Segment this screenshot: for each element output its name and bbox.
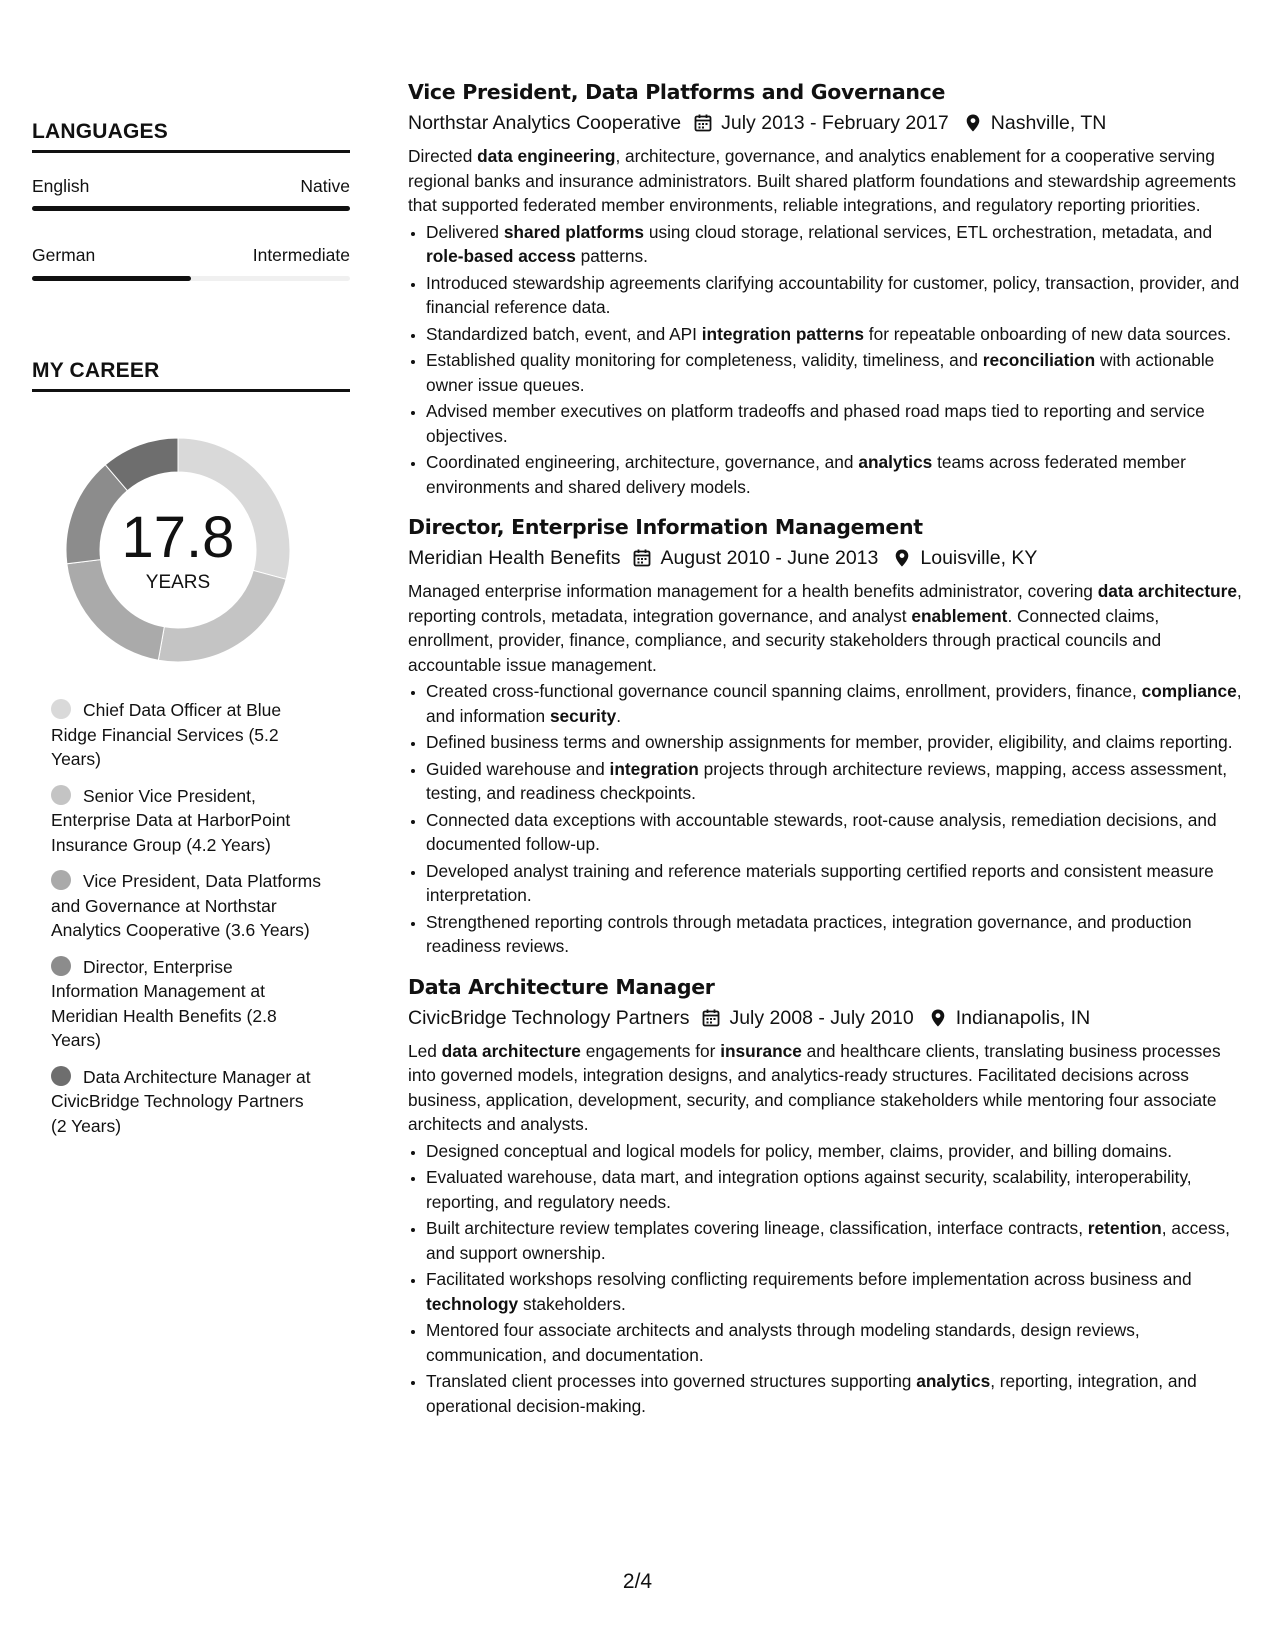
text-run: , reporting controls, metadata, integration governance, and analyst [408, 581, 1242, 626]
emphasis-text: reconciliation [982, 350, 1096, 370]
language-level: Intermediate [252, 245, 350, 265]
emphasis-text: security [549, 705, 617, 726]
legend-dot-icon [51, 699, 71, 719]
text-run: Strengthened reporting controls through metadata practices, integration governance, and production readiness reviews. [426, 911, 1192, 956]
text-run: Developed analyst training and reference materials supporting certified reports and consistent measure interpretation. [426, 860, 1214, 905]
text-run: projects through architecture reviews, mapping, access assessment, testing, and readiness checkpoints. [426, 758, 1228, 803]
language-proficiency-fill [32, 206, 350, 211]
job-bullet [426, 450, 1242, 499]
text-run: Mentored four associate architects and analysts through modeling standards, design reviews, communication, and documentation. [426, 1320, 1140, 1365]
text-run: Coordinated engineering, architecture, governance, and [426, 452, 859, 472]
emphasis-text: data architecture [1097, 581, 1237, 601]
text-run: Directed [408, 146, 478, 166]
job-bullet-list [408, 679, 1242, 959]
text-run: . [616, 705, 622, 726]
map-pin-icon [963, 113, 983, 133]
job-dates: July 2008 - July 2010 [729, 1006, 914, 1029]
languages-heading: LANGUAGES [32, 120, 350, 153]
text-run: engagements for [580, 1040, 721, 1061]
job-bullet [426, 220, 1242, 269]
text-run: . Connected claims, enrollment, provider, finance, compliance, and security stakeholders through practical councils and accountable issue management. [408, 605, 1162, 675]
job-bullet [426, 348, 1242, 397]
text-run: Defined business terms and ownership assignments for member, provider, eligibility, and claims reporting. [426, 732, 1233, 752]
text-run: , architecture, governance, and analytics enablement for a cooperative serving regional banks and insurance administrators. Built shared platform foundations and stewardship agreements that supported federated member environments, reliable integrations, and regulatory reporting priorities. [408, 146, 1237, 215]
career-legend-label: Senior Vice President, Enterprise Data at HarborPoint Insurance Group (4.2 Years) [51, 785, 291, 855]
legend-dot-icon [51, 785, 71, 805]
emphasis-text: data architecture [441, 1040, 581, 1061]
language-proficiency-bar [32, 206, 350, 211]
job-summary [408, 144, 1242, 218]
job-bullet [426, 399, 1242, 448]
job-bullet [426, 1139, 1242, 1164]
career-total-years: 17.8 [121, 505, 235, 570]
career-donut-chart [66, 438, 290, 662]
text-run: Created cross-functional governance council spanning claims, enrollment, providers, finance, [426, 681, 1142, 701]
text-run: and healthcare clients, translating business processes into governed models, integration designs, and analytics-ready structures. Facilitated decisions across business, application, development, security, and compliance stakeholders while mentoring four associate architects and analysts. [408, 1040, 1221, 1134]
text-run: for repeatable onboarding of new data sources. [864, 323, 1231, 344]
career-legend-label: Data Architecture Manager at CivicBridge Technology Partners (2 Years) [51, 1066, 311, 1136]
legend-dot-icon [51, 870, 71, 890]
text-run: , access, and support ownership. [426, 1218, 1230, 1263]
text-run: Standardized batch, event, and API [426, 323, 702, 344]
language-name: English [32, 176, 90, 196]
text-run: Connected data exceptions with accountable stewards, root-cause analysis, remediation decisions, and documented follow-up. [426, 809, 1217, 854]
job-dates: August 2010 - June 2013 [660, 547, 879, 569]
career-legend-label: Director, Enterprise Information Management at Meridian Health Benefits (2.8 Years) [51, 956, 277, 1050]
job-bullet [426, 910, 1242, 959]
career-legend-item [51, 869, 321, 943]
language-proficiency-fill [32, 276, 191, 281]
emphasis-text: analytics [916, 1371, 991, 1391]
text-run: , reporting, integration, and operational decision-making. [426, 1371, 1197, 1416]
language-name: German [32, 245, 96, 265]
text-run: , and information [426, 681, 1242, 726]
company-name: Meridian Health Benefits [408, 547, 621, 569]
legend-dot-icon [51, 956, 71, 976]
text-run: Advised member executives on platform tradeoffs and phased road maps tied to reporting and service objectives. [426, 401, 1205, 446]
job-title: Director, Enterprise Information Management [408, 515, 923, 539]
job-meta [408, 108, 1242, 138]
text-run: stakeholders. [518, 1293, 626, 1314]
language-level: Native [300, 176, 350, 196]
text-run: using cloud storage, relational services, ETL orchestration, metadata, and [644, 221, 1213, 242]
job-location: Louisville, KY [920, 547, 1038, 569]
career-legend-item [51, 698, 321, 772]
emphasis-text: retention [1087, 1218, 1162, 1238]
job-dates: July 2013 - February 2017 [721, 112, 949, 134]
job-bullet [426, 1267, 1242, 1316]
emphasis-text: analytics [858, 452, 933, 472]
text-run: Led [408, 1040, 442, 1061]
job-summary [408, 579, 1242, 677]
calendar-icon [693, 113, 713, 133]
calendar-icon [701, 1008, 721, 1028]
language-proficiency-bar [32, 276, 350, 281]
emphasis-text: data engineering [477, 146, 616, 166]
map-pin-icon [928, 1008, 948, 1028]
emphasis-text: integration patterns [701, 323, 864, 344]
text-run: Guided warehouse and [426, 758, 610, 779]
text-run: Facilitated workshops resolving conflicting requirements before implementation across business and [426, 1269, 1192, 1289]
text-run: Built architecture review templates covering lineage, classification, interface contracts, [426, 1218, 1088, 1238]
text-run: with actionable owner issue queues. [426, 350, 1215, 395]
job-bullet-list [408, 220, 1242, 500]
job-meta [408, 543, 1242, 573]
emphasis-text: enablement [911, 605, 1008, 626]
job-meta [408, 1003, 1242, 1033]
job-bullet [426, 808, 1242, 857]
emphasis-text: technology [426, 1293, 519, 1314]
map-pin-icon [892, 548, 912, 568]
legend-dot-icon [51, 1066, 71, 1086]
job-bullet [426, 1318, 1242, 1367]
emphasis-text: insurance [720, 1040, 802, 1061]
career-legend-item [51, 784, 321, 858]
calendar-icon [632, 548, 652, 568]
career-legend [51, 698, 321, 1150]
job-bullet [426, 1165, 1242, 1214]
text-run: Evaluated warehouse, data mart, and integration options against security, scalability, interoperability, reporting, and regulatory needs. [426, 1167, 1192, 1212]
text-run: teams across federated member environments and shared delivery models. [426, 452, 1186, 497]
job-entry [408, 973, 1242, 1419]
job-bullet [426, 757, 1242, 806]
text-run: patterns. [575, 246, 648, 266]
job-bullet-list [408, 1139, 1242, 1419]
job-bullet [426, 679, 1242, 728]
job-bullet [426, 322, 1242, 347]
emphasis-text: shared platforms [503, 221, 645, 242]
job-bullet [426, 1216, 1242, 1265]
job-bullet [426, 859, 1242, 908]
career-heading: MY CAREER [32, 359, 350, 392]
experience-section [408, 78, 1242, 1432]
company-name: CivicBridge Technology Partners [408, 1006, 690, 1029]
career-legend-item [51, 955, 321, 1053]
page-number: 2/4 [622, 1570, 653, 1593]
text-run: Translated client processes into governed structures supporting [426, 1371, 917, 1391]
language-row [32, 245, 350, 266]
text-run: Introduced stewardship agreements clarifying accountability for customer, policy, transaction, provider, and financial reference data. [426, 272, 1240, 317]
career-legend-label: Chief Data Officer at Blue Ridge Financial Services (5.2 Years) [51, 700, 282, 769]
text-run: Established quality monitoring for completeness, validity, timeliness, and [426, 350, 983, 370]
job-bullet [426, 1369, 1242, 1418]
emphasis-text: integration [609, 758, 699, 779]
text-run: Designed conceptual and logical models for policy, member, claims, provider, and billing domains. [426, 1140, 1173, 1161]
career-legend-item [51, 1065, 321, 1139]
job-location: Indianapolis, IN [955, 1006, 1091, 1029]
job-bullet [426, 271, 1242, 320]
job-title: Vice President, Data Platforms and Governance [408, 80, 946, 104]
career-legend-label: Vice President, Data Platforms and Governance at Northstar Analytics Cooperative (3.6 Years) [51, 871, 321, 940]
language-row [32, 176, 350, 197]
emphasis-text: role-based access [426, 246, 576, 266]
job-entry [408, 78, 1242, 499]
text-run: Delivered [426, 221, 504, 242]
company-name: Northstar Analytics Cooperative [408, 112, 682, 134]
text-run: Managed enterprise information management for a health benefits administrator, covering [408, 581, 1098, 601]
job-title: Data Architecture Manager [408, 974, 715, 999]
job-location: Nashville, TN [990, 112, 1107, 134]
emphasis-text: compliance [1141, 681, 1237, 701]
job-summary [408, 1039, 1242, 1137]
job-bullet [426, 730, 1242, 755]
job-entry [408, 513, 1242, 959]
career-total-unit: YEARS [145, 572, 211, 593]
